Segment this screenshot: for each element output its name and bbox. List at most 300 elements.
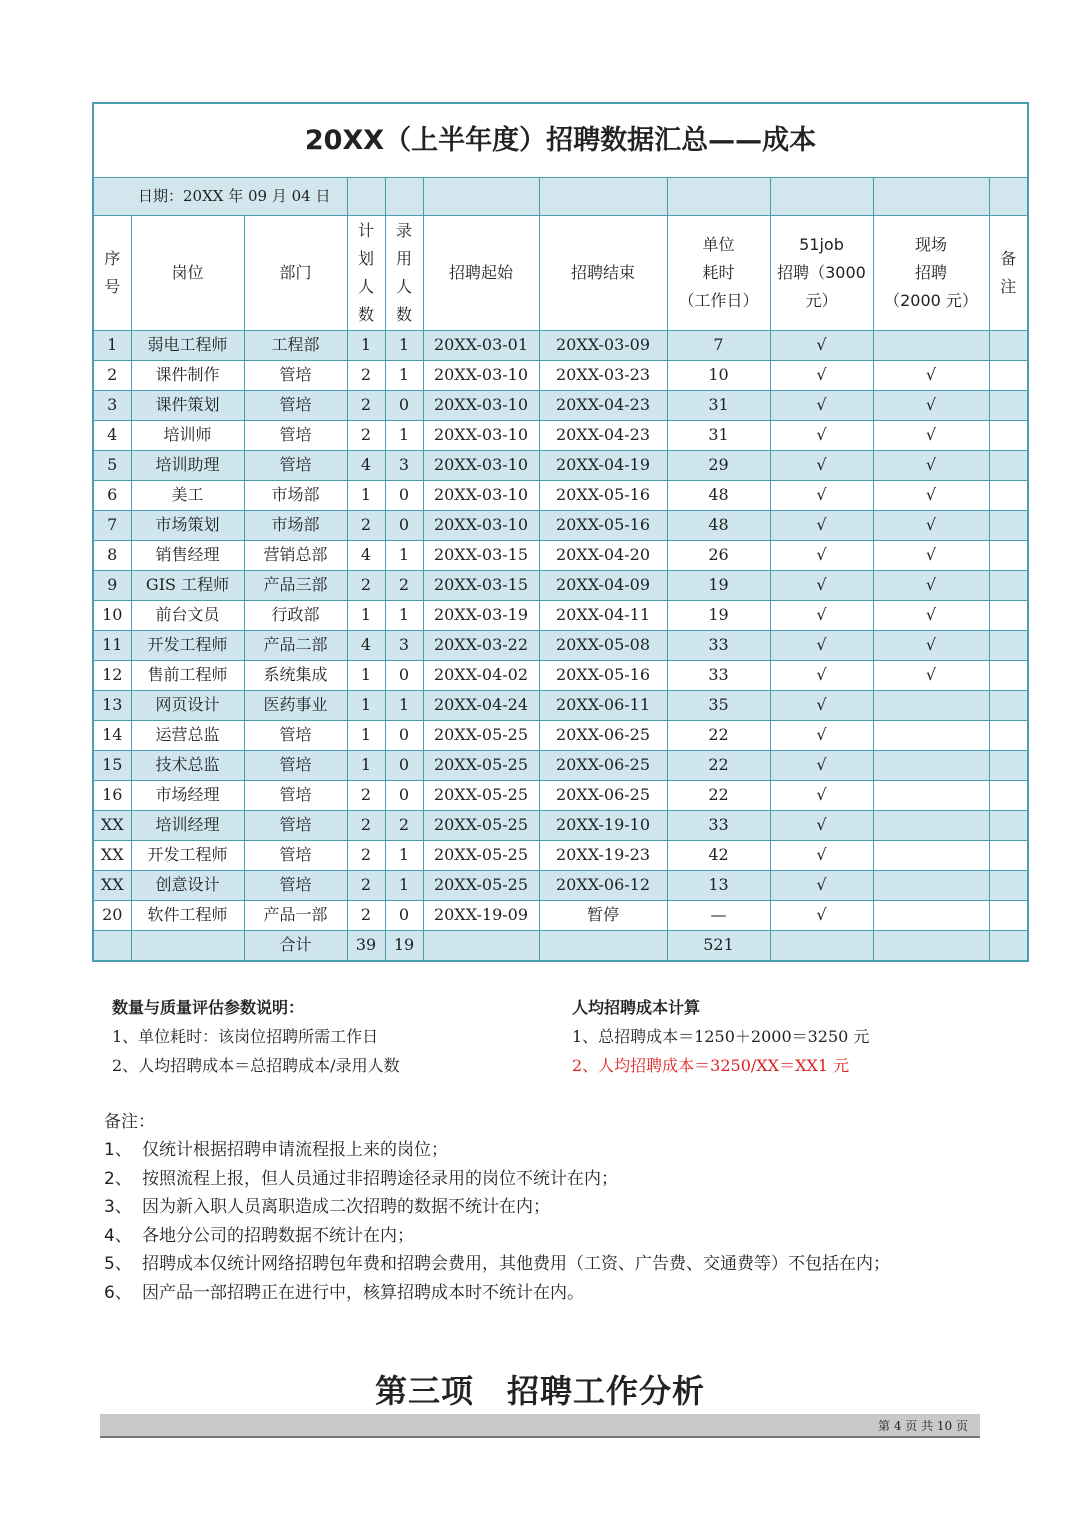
row-start: 20XX-05-25 [423, 781, 539, 811]
row-onsite [873, 841, 989, 871]
row-position: 软件工程师 [131, 901, 244, 931]
total-row [93, 931, 1028, 962]
row-dept: 行政部 [244, 601, 347, 631]
row-51job: √ [770, 571, 873, 601]
row-onsite: √ [873, 391, 989, 421]
note-text: 因产品一部招聘正在进行中，核算招聘成本时不统计在内。 [142, 1282, 584, 1303]
row-dept: 市场部 [244, 511, 347, 541]
date-row-cell [423, 178, 539, 216]
row-hired: 1 [385, 361, 423, 391]
explanation-left-title: 数量与质量评估参数说明： [112, 998, 305, 1017]
row-51job: √ [770, 631, 873, 661]
row-position: 弱电工程师 [131, 331, 244, 361]
row-planned: 2 [347, 871, 385, 901]
row-start: 20XX-05-25 [423, 811, 539, 841]
row-onsite: √ [873, 511, 989, 541]
row-onsite: √ [873, 451, 989, 481]
table-title: 20XX（上半年度）招聘数据汇总——成本 [93, 103, 1028, 178]
table-row [93, 331, 1028, 361]
row-remark [989, 331, 1028, 361]
row-onsite: √ [873, 661, 989, 691]
table-row [93, 361, 1028, 391]
row-hired: 1 [385, 331, 423, 361]
row-remark [989, 691, 1028, 721]
row-planned: 4 [347, 541, 385, 571]
header-planned: 计划人数 [347, 216, 385, 331]
row-days: 48 [667, 481, 770, 511]
row-seq: 9 [93, 571, 131, 601]
row-days: 48 [667, 511, 770, 541]
row-51job: √ [770, 331, 873, 361]
row-hired: 1 [385, 871, 423, 901]
row-start: 20XX-04-24 [423, 691, 539, 721]
row-planned: 1 [347, 331, 385, 361]
row-remark [989, 451, 1028, 481]
header-start: 招聘起始 [423, 216, 539, 331]
row-onsite [873, 691, 989, 721]
total-empty-cell [131, 931, 244, 962]
row-onsite: √ [873, 571, 989, 601]
row-start: 20XX-03-15 [423, 541, 539, 571]
row-dept: 管培 [244, 361, 347, 391]
table-row [93, 751, 1028, 781]
header-position: 岗位 [131, 216, 244, 331]
section-title: 第三项 招聘工作分析 [374, 1372, 705, 1410]
row-remark [989, 871, 1028, 901]
note-text: 各地分公司的招聘数据不统计在内； [142, 1225, 414, 1246]
explanation-right-item: 1、总招聘成本＝1250＋2000＝3250 元 [572, 1027, 870, 1046]
row-hired: 1 [385, 841, 423, 871]
note-item [104, 1222, 1004, 1251]
row-end: 20XX-04-19 [539, 451, 667, 481]
row-start: 20XX-03-01 [423, 331, 539, 361]
row-dept: 产品三部 [244, 571, 347, 601]
row-end: 20XX-06-12 [539, 871, 667, 901]
row-end: 20XX-04-23 [539, 421, 667, 451]
row-51job: √ [770, 601, 873, 631]
row-seq: 3 [93, 391, 131, 421]
row-hired: 1 [385, 601, 423, 631]
note-number: 6、 [104, 1282, 132, 1303]
total-empty-cell [423, 931, 539, 962]
table-row [93, 721, 1028, 751]
row-position: 售前工程师 [131, 661, 244, 691]
row-position: 市场经理 [131, 781, 244, 811]
row-days: 19 [667, 601, 770, 631]
row-position: 课件策划 [131, 391, 244, 421]
row-onsite [873, 871, 989, 901]
header-end: 招聘结束 [539, 216, 667, 331]
row-remark [989, 541, 1028, 571]
date-row-cell [873, 178, 989, 216]
row-dept: 管培 [244, 781, 347, 811]
row-seq: 4 [93, 421, 131, 451]
header-remark: 备注 [989, 216, 1028, 331]
row-seq: 15 [93, 751, 131, 781]
row-onsite: √ [873, 361, 989, 391]
row-seq: 16 [93, 781, 131, 811]
row-dept: 管培 [244, 721, 347, 751]
row-seq: XX [93, 841, 131, 871]
total-hired: 19 [385, 931, 423, 962]
table-row [93, 691, 1028, 721]
row-planned: 2 [347, 361, 385, 391]
row-hired: 0 [385, 511, 423, 541]
row-days: 13 [667, 871, 770, 901]
row-start: 20XX-05-25 [423, 841, 539, 871]
row-dept: 管培 [244, 811, 347, 841]
header-dept: 部门 [244, 216, 347, 331]
row-days: 42 [667, 841, 770, 871]
header-seq: 序号 [93, 216, 131, 331]
table-row [93, 391, 1028, 421]
note-number: 3、 [104, 1197, 132, 1217]
total-empty-cell [539, 931, 667, 962]
total-planned: 39 [347, 931, 385, 962]
row-51job: √ [770, 361, 873, 391]
row-end: 20XX-05-16 [539, 661, 667, 691]
row-seq: 10 [93, 601, 131, 631]
row-planned: 2 [347, 901, 385, 931]
row-days: 29 [667, 451, 770, 481]
table-row [93, 571, 1028, 601]
row-days: 22 [667, 751, 770, 781]
row-onsite: √ [873, 421, 989, 451]
total-empty-cell [770, 931, 873, 962]
row-start: 20XX-03-15 [423, 571, 539, 601]
note-item [104, 1193, 1004, 1222]
note-text: 仅统计根据招聘申请流程报上来的岗位； [142, 1140, 448, 1160]
row-remark [989, 781, 1028, 811]
row-days: 33 [667, 661, 770, 691]
row-dept: 医药事业 [244, 691, 347, 721]
table-row [93, 901, 1028, 931]
row-dept: 工程部 [244, 331, 347, 361]
row-position: 培训经理 [131, 811, 244, 841]
row-end: 暂停 [539, 901, 667, 931]
row-days: 22 [667, 781, 770, 811]
row-remark [989, 751, 1028, 781]
row-planned: 1 [347, 721, 385, 751]
row-days: 33 [667, 811, 770, 841]
row-days: 31 [667, 391, 770, 421]
table-row [93, 481, 1028, 511]
row-hired: 0 [385, 661, 423, 691]
row-seq: 8 [93, 541, 131, 571]
row-end: 20XX-19-10 [539, 811, 667, 841]
row-planned: 1 [347, 751, 385, 781]
row-51job: √ [770, 811, 873, 841]
row-51job: √ [770, 751, 873, 781]
row-hired: 0 [385, 391, 423, 421]
row-remark [989, 481, 1028, 511]
table-row [93, 541, 1028, 571]
row-onsite [873, 811, 989, 841]
row-end: 20XX-04-09 [539, 571, 667, 601]
row-position: 美工 [131, 481, 244, 511]
row-start: 20XX-03-10 [423, 511, 539, 541]
row-remark [989, 661, 1028, 691]
row-seq: 12 [93, 661, 131, 691]
row-dept: 产品二部 [244, 631, 347, 661]
row-hired: 1 [385, 541, 423, 571]
row-seq: 14 [93, 721, 131, 751]
recruitment-cost-table [92, 102, 1029, 962]
row-planned: 2 [347, 811, 385, 841]
table-date: 日期：20XX 年 09 月 04 日 [93, 178, 347, 216]
row-dept: 管培 [244, 841, 347, 871]
row-51job: √ [770, 721, 873, 751]
row-seq: 11 [93, 631, 131, 661]
row-planned: 2 [347, 571, 385, 601]
row-seq: 1 [93, 331, 131, 361]
row-dept: 产品一部 [244, 901, 347, 931]
recruitment-cost-table-container [92, 102, 1029, 962]
row-days: 10 [667, 361, 770, 391]
row-start: 20XX-19-09 [423, 901, 539, 931]
row-onsite: √ [873, 631, 989, 661]
note-number: 5、 [104, 1254, 132, 1274]
row-remark [989, 811, 1028, 841]
table-row [93, 451, 1028, 481]
row-end: 20XX-05-08 [539, 631, 667, 661]
row-position: 市场策划 [131, 511, 244, 541]
row-position: 开发工程师 [131, 631, 244, 661]
row-end: 20XX-06-25 [539, 721, 667, 751]
table-row [93, 601, 1028, 631]
row-planned: 1 [347, 691, 385, 721]
row-end: 20XX-19-23 [539, 841, 667, 871]
row-remark [989, 511, 1028, 541]
row-onsite: √ [873, 601, 989, 631]
date-row-cell [667, 178, 770, 216]
row-51job: √ [770, 421, 873, 451]
row-dept: 市场部 [244, 481, 347, 511]
row-seq: 20 [93, 901, 131, 931]
row-51job: √ [770, 841, 873, 871]
header-51job: 51job 招聘（3000 元） [770, 216, 873, 331]
row-end: 20XX-04-11 [539, 601, 667, 631]
row-dept: 管培 [244, 451, 347, 481]
row-seq: 13 [93, 691, 131, 721]
row-51job: √ [770, 781, 873, 811]
header-duration: 单位 耗时 （工作日） [667, 216, 770, 331]
date-row-cell [347, 178, 385, 216]
row-start: 20XX-03-22 [423, 631, 539, 661]
row-planned: 1 [347, 481, 385, 511]
row-seq: 5 [93, 451, 131, 481]
row-start: 20XX-05-25 [423, 751, 539, 781]
row-remark [989, 601, 1028, 631]
table-row [93, 511, 1028, 541]
row-planned: 2 [347, 841, 385, 871]
row-dept: 管培 [244, 871, 347, 901]
notes-list [104, 1136, 1004, 1307]
total-empty-cell [93, 931, 131, 962]
row-51job: √ [770, 481, 873, 511]
row-51job: √ [770, 391, 873, 421]
date-row-cell [770, 178, 873, 216]
row-planned: 4 [347, 631, 385, 661]
note-text: 招聘成本仅统计网络招聘包年费和招聘会费用，其他费用（工资、广告费、交通费等）不包括在内； [142, 1254, 890, 1274]
note-number: 4、 [104, 1225, 132, 1246]
row-planned: 2 [347, 781, 385, 811]
row-hired: 1 [385, 691, 423, 721]
row-51job: √ [770, 451, 873, 481]
row-seq: XX [93, 811, 131, 841]
row-start: 20XX-05-25 [423, 871, 539, 901]
row-position: 课件制作 [131, 361, 244, 391]
row-end: 20XX-06-25 [539, 781, 667, 811]
row-51job: √ [770, 661, 873, 691]
explanation-left-item: 1、单位耗时：该岗位招聘所需工作日 [112, 1027, 379, 1046]
row-dept: 系统集成 [244, 661, 347, 691]
row-planned: 2 [347, 511, 385, 541]
row-51job: √ [770, 541, 873, 571]
row-51job: √ [770, 691, 873, 721]
row-end: 20XX-06-11 [539, 691, 667, 721]
row-start: 20XX-03-19 [423, 601, 539, 631]
row-end: 20XX-05-16 [539, 511, 667, 541]
notes-section [104, 1108, 1004, 1307]
header-onsite: 现场 招聘 （2000 元） [873, 216, 989, 331]
explanation-right-title: 人均招聘成本计算 [572, 998, 701, 1017]
row-dept: 管培 [244, 751, 347, 781]
row-dept: 管培 [244, 421, 347, 451]
note-text: 按照流程上报，但人员通过非招聘途径录用的岗位不统计在内； [142, 1168, 618, 1189]
row-days: 31 [667, 421, 770, 451]
row-days: 22 [667, 721, 770, 751]
row-start: 20XX-05-25 [423, 721, 539, 751]
table-header-row [93, 216, 1028, 331]
row-hired: 2 [385, 811, 423, 841]
row-remark [989, 361, 1028, 391]
row-position: GIS 工程师 [131, 571, 244, 601]
row-seq: 7 [93, 511, 131, 541]
row-51job: √ [770, 511, 873, 541]
header-hired: 录用人数 [385, 216, 423, 331]
row-days: — [667, 901, 770, 931]
row-seq: 6 [93, 481, 131, 511]
row-onsite [873, 721, 989, 751]
table-row [93, 631, 1028, 661]
row-remark [989, 721, 1028, 751]
row-position: 创意设计 [131, 871, 244, 901]
row-start: 20XX-03-10 [423, 391, 539, 421]
row-planned: 1 [347, 661, 385, 691]
row-remark [989, 571, 1028, 601]
note-item [104, 1136, 1004, 1165]
row-days: 26 [667, 541, 770, 571]
note-item [104, 1279, 1004, 1308]
row-days: 33 [667, 631, 770, 661]
row-remark [989, 631, 1028, 661]
row-planned: 4 [347, 451, 385, 481]
table-row [93, 871, 1028, 901]
note-number: 2、 [104, 1168, 132, 1189]
date-row-cell [539, 178, 667, 216]
footer-bar [100, 1414, 980, 1438]
row-position: 网页设计 [131, 691, 244, 721]
per-capita-cost-result: 2、人均招聘成本＝3250/XX＝XX1 元 [572, 1056, 850, 1075]
row-start: 20XX-03-10 [423, 481, 539, 511]
row-start: 20XX-04-02 [423, 661, 539, 691]
row-start: 20XX-03-10 [423, 421, 539, 451]
row-hired: 0 [385, 751, 423, 781]
row-remark [989, 841, 1028, 871]
date-row-cell [385, 178, 423, 216]
table-row [93, 841, 1028, 871]
row-hired: 0 [385, 781, 423, 811]
row-remark [989, 391, 1028, 421]
note-text: 因为新入职人员离职造成二次招聘的数据不统计在内； [142, 1197, 550, 1217]
row-51job: √ [770, 901, 873, 931]
row-end: 20XX-04-20 [539, 541, 667, 571]
row-start: 20XX-03-10 [423, 361, 539, 391]
row-51job: √ [770, 871, 873, 901]
notes-heading: 备注： [104, 1112, 155, 1132]
row-end: 20XX-04-23 [539, 391, 667, 421]
table-row [93, 661, 1028, 691]
row-position: 培训师 [131, 421, 244, 451]
date-row-cell [989, 178, 1028, 216]
row-remark [989, 901, 1028, 931]
table-row [93, 421, 1028, 451]
row-planned: 1 [347, 601, 385, 631]
row-onsite [873, 781, 989, 811]
row-position: 前台文员 [131, 601, 244, 631]
row-days: 35 [667, 691, 770, 721]
row-hired: 2 [385, 571, 423, 601]
row-onsite: √ [873, 541, 989, 571]
row-planned: 2 [347, 391, 385, 421]
explanation-left-item: 2、人均招聘成本＝总招聘成本/录用人数 [112, 1056, 400, 1075]
row-hired: 0 [385, 481, 423, 511]
row-remark [989, 421, 1028, 451]
note-number: 1、 [104, 1140, 132, 1160]
row-onsite [873, 751, 989, 781]
cost-calculation [572, 993, 869, 1080]
row-seq: 2 [93, 361, 131, 391]
total-empty-cell [989, 931, 1028, 962]
total-days: 521 [667, 931, 770, 962]
row-dept: 营销总部 [244, 541, 347, 571]
page-number: 第 4 页 共 10 页 [878, 1419, 968, 1433]
table-row [93, 811, 1028, 841]
row-end: 20XX-05-16 [539, 481, 667, 511]
row-position: 开发工程师 [131, 841, 244, 871]
row-end: 20XX-03-09 [539, 331, 667, 361]
row-onsite [873, 901, 989, 931]
row-hired: 0 [385, 901, 423, 931]
row-planned: 2 [347, 421, 385, 451]
row-hired: 1 [385, 421, 423, 451]
table-row [93, 781, 1028, 811]
row-start: 20XX-03-10 [423, 451, 539, 481]
total-label: 合计 [244, 931, 347, 962]
note-item [104, 1250, 1004, 1279]
row-seq: XX [93, 871, 131, 901]
row-days: 19 [667, 571, 770, 601]
row-onsite: √ [873, 481, 989, 511]
row-hired: 0 [385, 721, 423, 751]
row-dept: 管培 [244, 391, 347, 421]
row-position: 销售经理 [131, 541, 244, 571]
row-end: 20XX-03-23 [539, 361, 667, 391]
row-position: 培训助理 [131, 451, 244, 481]
row-hired: 3 [385, 631, 423, 661]
parameter-explanation [112, 993, 400, 1080]
